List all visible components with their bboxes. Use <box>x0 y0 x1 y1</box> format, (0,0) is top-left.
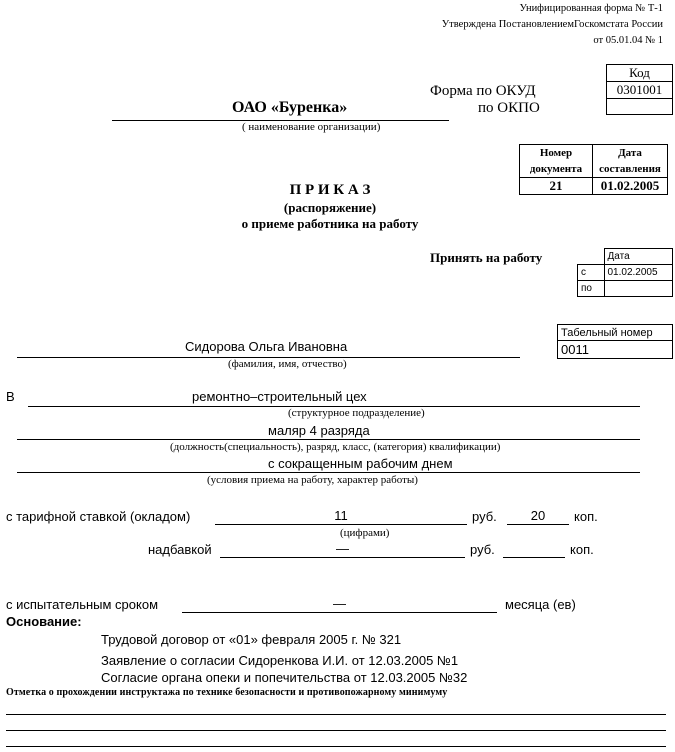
bonus-kop-label: коп. <box>570 542 594 557</box>
doc-number-table <box>519 144 668 195</box>
okpo-value <box>607 99 673 115</box>
rate-rub-label: руб. <box>472 509 497 524</box>
basis-item-3: Согласие органа опеки и попечительства от 12.03.2005 №32 <box>101 670 468 685</box>
doc-number-header: Номер документа <box>520 145 593 178</box>
bonus-value: — <box>336 541 349 556</box>
basis-label: Основание: <box>6 614 82 629</box>
form-header-line1: Унифицированная форма № Т-1 <box>519 3 663 14</box>
rate-caption: (цифрами) <box>340 527 390 539</box>
basis-item-2: Заявление о согласии Сидоренкова И.И. от 12.03.2005 №1 <box>101 653 459 668</box>
accept-date-header: Дата <box>604 249 673 265</box>
doc-date-value: 01.02.2005 <box>593 178 668 195</box>
bonus-underline <box>220 557 465 558</box>
safety-line-3 <box>6 746 666 747</box>
safety-line-1 <box>6 714 666 715</box>
division-value: ремонтно–строительный цех <box>192 389 367 404</box>
order-topic: о приеме работника на работу <box>241 216 419 231</box>
form-header-line2: Утверждена ПостановлениемГоскомстата России <box>441 19 663 30</box>
doc-number-value: 21 <box>520 178 593 195</box>
accept-to-value <box>604 281 673 297</box>
conditions-value: с сокращенным рабочим днем <box>268 456 453 471</box>
accept-date-table <box>577 248 673 297</box>
probation-value: — <box>333 596 346 611</box>
employee-caption: (фамилия, имя, отчество) <box>228 358 347 370</box>
employee-name: Сидорова Ольга Ивановна <box>185 339 348 354</box>
probation-underline <box>182 612 497 613</box>
bonus-label: надбавкой <box>148 542 212 557</box>
tab-number-value: 0011 <box>558 341 673 359</box>
rate-kop-value: 20 <box>530 508 546 523</box>
organization-caption: ( наименование организации) <box>242 121 381 133</box>
basis-item-1: Трудовой договор от «01» февраля 2005 г. № 321 <box>101 632 402 647</box>
okpo-label: по ОКПО <box>478 100 540 116</box>
division-caption: (структурное подразделение) <box>288 407 425 419</box>
position-underline <box>17 439 640 440</box>
accept-from-value: 01.02.2005 <box>604 265 673 281</box>
codes-table <box>606 64 673 115</box>
position-caption: (должность(специальность), разряд, класс, (категория) квалификации) <box>170 441 501 453</box>
bonus-rub-label: руб. <box>470 542 495 557</box>
rate-label: с тарифной ставкой (окладом) <box>6 509 191 524</box>
accept-from-label: с <box>578 265 605 281</box>
organization-name: ОАО «Буренка» <box>232 99 348 116</box>
tab-number-table <box>557 324 673 359</box>
safety-note: Отметка о прохождении инструктажа по технике безопасности и противопожарному минимуму <box>6 687 448 698</box>
codes-label: Код <box>607 65 673 82</box>
probation-unit: месяца (ев) <box>505 597 576 612</box>
okud-label: Форма по ОКУД <box>430 83 536 99</box>
safety-line-2 <box>6 730 666 731</box>
tab-number-label: Табельный номер <box>558 325 673 341</box>
form-header-line3: от 05.01.04 № 1 <box>593 35 663 46</box>
okud-value: 0301001 <box>607 82 673 99</box>
order-title: П Р И К А З <box>289 182 371 198</box>
division-prefix: В <box>6 389 15 404</box>
rate-rub-value: 11 <box>334 508 348 523</box>
bonus-kop-underline <box>503 557 565 558</box>
doc-date-header: Дата составления <box>593 145 668 178</box>
conditions-caption: (условия приема на работу, характер работы) <box>207 474 418 486</box>
rate-kop-underline <box>507 524 569 525</box>
position-value: маляр 4 разряда <box>268 423 370 438</box>
rate-kop-label: коп. <box>574 509 598 524</box>
probation-label: с испытательным сроком <box>6 597 159 612</box>
order-subtitle: (распоряжение) <box>283 200 377 215</box>
conditions-underline <box>17 472 640 473</box>
accept-label: Принять на работу <box>430 250 543 265</box>
accept-to-label: по <box>578 281 605 297</box>
rate-rub-underline <box>215 524 467 525</box>
